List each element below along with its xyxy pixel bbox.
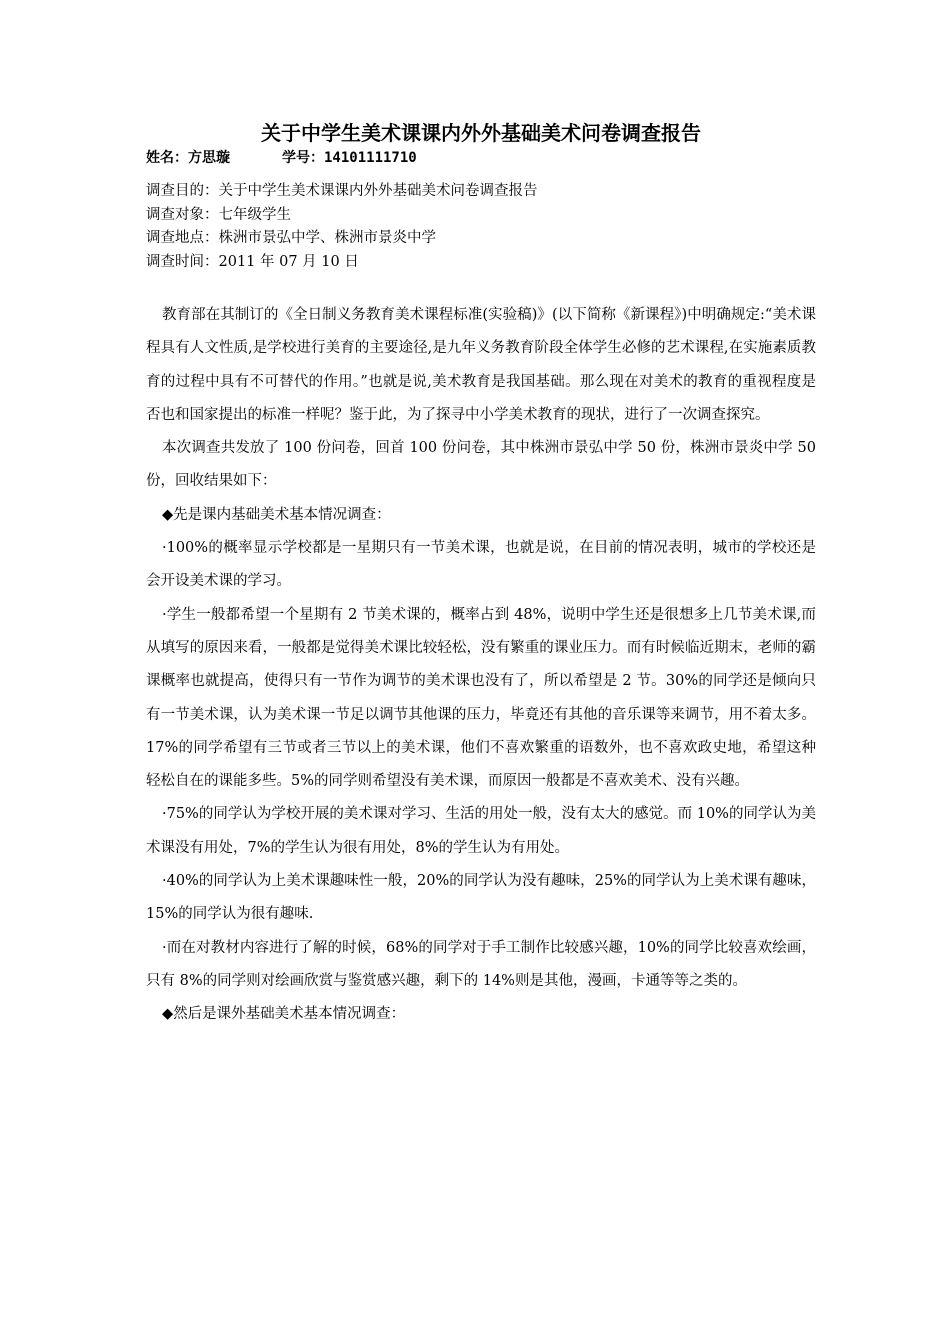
- meta-purpose: 调查目的：关于中学生美术课课内外外基础美术问卷调查报告: [146, 183, 538, 199]
- paragraph-point-2: ·学生一般都希望一个星期有 2 节美术课的，概率占到 48%，说明中学生还是很想多上几节美术课,而从填写的原因来看，一般都是觉得美术课比较轻松，没有繁重的课业压力。而有时候临近期末，老师的霸课概率也就提高，使得只有一节作为调节的美术课也没有了，所以希望是 2 节。30%的同学还是倾向只有一节美术课，认为美术课一节足以调节其他课的压力，毕竟还有其他的音乐课等来调节，用不着太多。17%的同学希望有三节或者三节以上的美术课，他们不喜欢繁重的语数外，也不喜欢政史地，希望这种轻松自在的课能多些。5%的同学则希望没有美术课，而原因一般都是不喜欢美术、没有兴趣。: [146, 606, 816, 790]
- section-heading-extracurricular: ◆然后是课外基础美术基本情况调查：: [162, 1006, 406, 1023]
- student-id: 学号：14101111710: [282, 150, 417, 166]
- section-heading-in-class: ◆先是课内基础美术基本情况调查：: [162, 506, 391, 523]
- paragraph-sample: 本次调查共发放了 100 份问卷，回首 100 份问卷，其中株洲市景弘中学 50 份，株洲市景炎中学 50 份，回收结果如下：: [146, 440, 816, 490]
- author-line: [146, 148, 816, 168]
- meta-subject: 调查对象：七年级学生: [146, 206, 291, 223]
- author-name: 姓名：方思璇: [146, 150, 230, 166]
- paragraph-intro: 教育部在其制订的《全日制义务教育美术课程标准(实验稿)》(以下简称《新课程》)中明确规定:“美术课程具有人文性质,是学校进行美育的主要途径,是九年义务教育阶段全体学生必修的艺术课程,在实施素质教育的过程中具有不可替代的作用。”也就是说,美术教育是我国基础。那么现在对美术的教育的重视程度是否也和国家提出的标准一样呢？鉴于此，为了探寻中小学美术教育的现状，进行了一次调查探究。: [146, 307, 816, 423]
- meta-location: 调查地点：株洲市景弘中学、株洲市景炎中学: [146, 230, 436, 246]
- document-page: [146, 118, 816, 1032]
- document-body: [146, 299, 816, 1032]
- meta-date: 调查时间：2011 年 07 月 10 日: [146, 253, 359, 270]
- survey-meta: [146, 180, 816, 274]
- paragraph-point-5: ·而在对教材内容进行了解的时候，68%的同学对于手工制作比较感兴趣，10%的同学比较喜欢绘画，只有 8%的同学则对绘画欣赏与鉴赏感兴趣，剩下的 14%则是其他，漫画，卡通等等之类的。: [146, 939, 816, 989]
- paragraph-point-1: ·100%的概率显示学校都是一星期只有一节美术课，也就是说，在目前的情况表明，城市的学校还是会开设美术课的学习。: [146, 540, 816, 590]
- paragraph-point-4: ·40%的同学认为上美术课趣味性一般，20%的同学认为没有趣味，25%的同学认为上美术课有趣味，15%的同学认为很有趣味.: [146, 873, 816, 923]
- paragraph-point-3: ·75%的同学认为学校开展的美术课对学习、生活的用处一般，没有太大的感觉。而 10%的同学认为美术课没有用处，7%的学生认为很有用处，8%的学生认为有用处。: [146, 806, 816, 856]
- document-title: 关于中学生美术课课内外外基础美术问卷调查报告: [261, 121, 701, 145]
